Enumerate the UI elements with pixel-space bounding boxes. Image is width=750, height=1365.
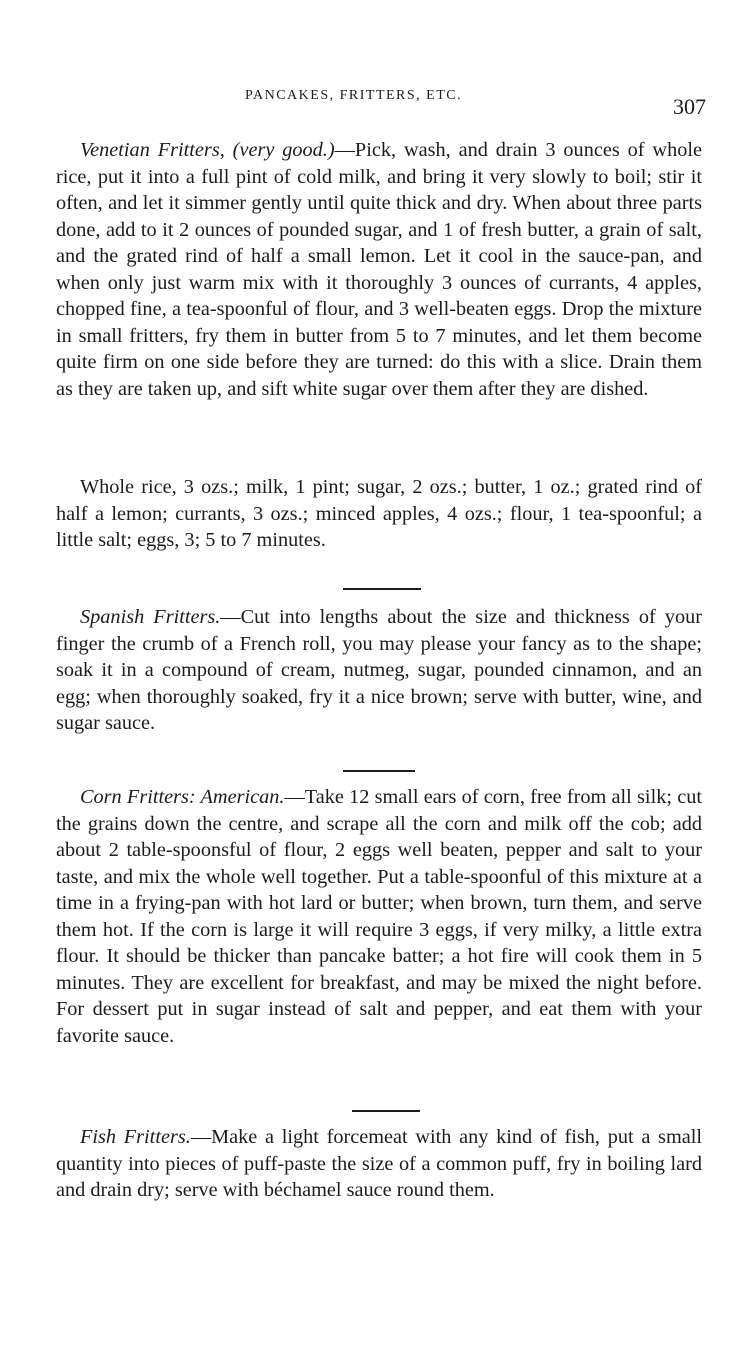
corn-fritters-paragraph (56, 784, 702, 1049)
fish-fritters-body: —Make a light forcemeat with any kind of fish, put a small quantity into pieces of puff-paste the size of a common puff, fry in boiling lard and drain dry; serve with béchamel sauce round them. (56, 1126, 702, 1201)
fish-fritters-paragraph (56, 1124, 702, 1204)
venetian-fritters-body: —Pick, wash, and drain 3 ounces of whole rice, put it into a full pint of cold milk, and bring it very slowly to boil; stir it often, and let it simmer gently until quite thick and dry. When about three parts done, add to it 2 ounces of pounded sugar, and 1 of fresh butter, a grain of salt, and the grated rind of half a small lemon. Let it cool in the sauce-pan, and when only just warm mix with it thoroughly 3 ounces of currants, 4 apples, chopped fine, a tea-spoonful of flour, and 3 well-beaten eggs. Drop the mixture in small fritters, fry them in butter from 5 to 7 minutes, and let them become quite firm on one side before they are turned: do this with a slice. Drain them as they are taken up, and sift white sugar over them after they are dished. (56, 139, 702, 400)
section-divider (343, 770, 415, 772)
section-divider (352, 1110, 420, 1112)
fish-fritters-title: Fish Fritters. (80, 1126, 191, 1148)
page-number: 307 (673, 94, 706, 119)
venetian-fritters-title: Venetian Fritters, (very good.) (80, 139, 335, 161)
spanish-fritters-body: —Cut into lengths about the size and thickness of your finger the crumb of a French roll, you may please your fancy as to the shape; soak it in a compound of cream, nutmeg, sugar, pounded cinnamon, and an egg; when thoroughly soaked, fry it a nice brown; serve with butter, wine, and sugar sauce. (56, 606, 702, 734)
running-head: PANCAKES, FRITTERS, ETC. (245, 88, 463, 103)
spanish-fritters-paragraph (56, 604, 702, 737)
venetian-fritters-paragraph (56, 137, 702, 402)
corn-fritters-body: —Take 12 small ears of corn, free from all silk; cut the grains down the centre, and scrape all the corn and milk off the cob; add about 2 table-spoonsful of flour, 2 eggs well beaten, pepper and salt to your taste, and mix the whole well together. Put a table-spoonful of this mixture at a time in a frying-pan with hot lard or butter; when brown, turn them, and serve them hot. If the corn is large it will require 3 eggs, if very milky, a little extra flour. It should be thicker than pancake batter; a hot fire will cook them in 5 minutes. They are excellent for breakfast, and may be mixed the night before. For dessert put in sugar instead of salt and pepper, and eat them with your favorite sauce. (56, 786, 702, 1047)
spanish-fritters-title: Spanish Fritters. (80, 606, 221, 628)
venetian-fritters-summary: Whole rice, 3 ozs.; milk, 1 pint; sugar, 2 ozs.; butter, 1 oz.; grated rind of half a lemon; currants, 3 ozs.; minced apples, 4 ozs.; flour, 1 tea-spoonful; a little salt; eggs, 3; 5 to 7 minutes. (56, 476, 702, 551)
corn-fritters-title: Corn Fritters: American. (80, 786, 285, 808)
section-divider (343, 588, 421, 590)
